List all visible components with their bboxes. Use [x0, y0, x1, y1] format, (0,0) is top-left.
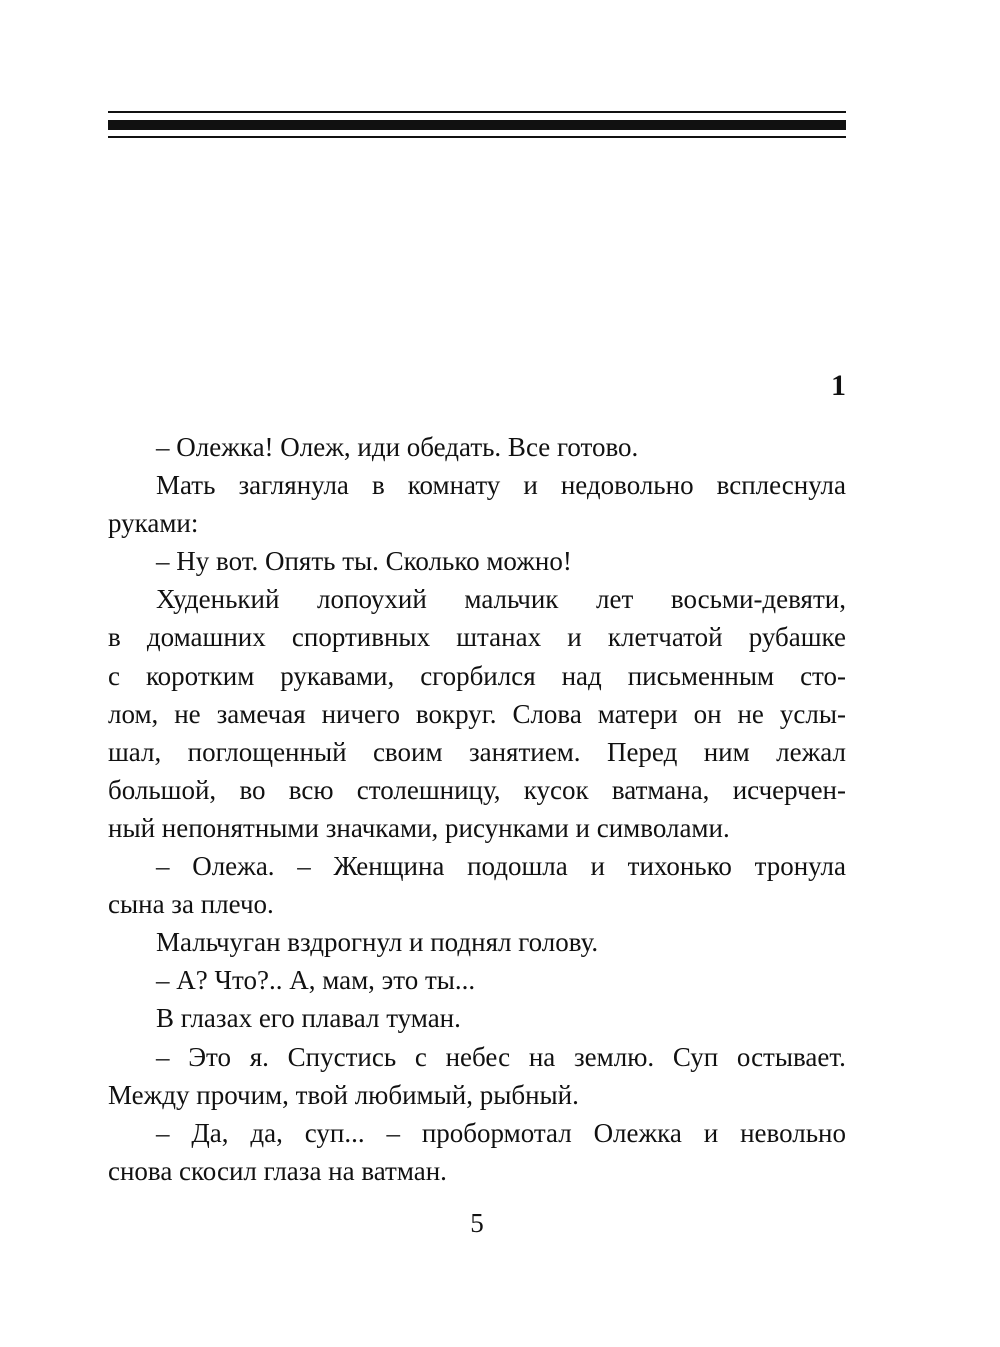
text-line: [108, 847, 846, 885]
word: Это: [188, 1041, 232, 1072]
word: он: [693, 698, 722, 729]
text-line: сына за плечо.: [108, 889, 274, 920]
word: лом,: [108, 698, 159, 729]
word: спортивных: [291, 622, 431, 653]
word: Женщина: [333, 851, 445, 882]
word: пробормотал: [421, 1117, 572, 1148]
text-line: [108, 580, 846, 618]
word: в: [371, 470, 385, 501]
word: –: [156, 1041, 170, 1072]
word: тихонько: [627, 851, 732, 882]
text-line: [108, 695, 846, 733]
chapter-number: 1: [831, 369, 846, 402]
word: сто-: [800, 660, 846, 691]
word: штанах: [456, 622, 542, 653]
word: в: [108, 622, 121, 653]
word: лет: [596, 584, 634, 615]
word: суп...: [304, 1117, 365, 1148]
word: –: [297, 851, 311, 882]
word: с: [108, 660, 120, 691]
word: Перед: [606, 736, 678, 767]
word: да,: [250, 1117, 283, 1148]
header-rule-thin-bottom: [108, 136, 846, 138]
body-text: [108, 428, 846, 1190]
text-line: В глазах его плавал туман.: [156, 1003, 461, 1034]
word: Худенький: [156, 584, 280, 615]
word: лопоухий: [317, 584, 427, 615]
word: Слова: [512, 698, 582, 729]
word: невольно: [740, 1117, 846, 1148]
word: –: [156, 851, 170, 882]
word: вокруг.: [415, 698, 497, 729]
word: домашних: [146, 622, 266, 653]
word: во: [239, 774, 266, 805]
word: мальчик: [464, 584, 559, 615]
word: рукавами,: [280, 660, 395, 691]
word: клетчатой: [607, 622, 723, 653]
word: и: [590, 851, 605, 882]
text-line: [108, 618, 846, 656]
text-line: Мальчуган вздрогнул и поднял голову.: [156, 927, 599, 958]
word: столешницу,: [356, 774, 501, 805]
text-line: [108, 1114, 846, 1152]
word: комнату: [407, 470, 501, 501]
word: на: [528, 1041, 556, 1072]
word: ватмана,: [611, 774, 710, 805]
word: замечая: [216, 698, 306, 729]
word: подошла: [467, 851, 568, 882]
page-number: 5: [470, 1208, 484, 1238]
word: и: [703, 1117, 719, 1148]
word: занятием.: [468, 736, 581, 767]
text-line: [108, 466, 846, 504]
word: небес: [445, 1041, 511, 1072]
word: ничего: [321, 698, 400, 729]
text-line: – А? Что?.. А, мам, это ты...: [156, 965, 476, 996]
word: рубашке: [748, 622, 846, 653]
word: шал,: [108, 736, 162, 767]
text-line: Между прочим, твой любимый, рыбный.: [108, 1079, 579, 1110]
word: всплеснула: [716, 470, 846, 501]
word: недовольно: [560, 470, 694, 501]
text-line: [108, 657, 846, 695]
text-line: [108, 733, 846, 771]
word: –: [386, 1117, 400, 1148]
word: Олежка: [593, 1117, 682, 1148]
word: ним: [703, 736, 750, 767]
word: коротким: [145, 660, 255, 691]
word: Спустись: [287, 1041, 397, 1072]
word: я.: [249, 1041, 269, 1072]
text-line: – Ну вот. Опять ты. Сколько можно!: [156, 546, 572, 577]
word: своим: [372, 736, 443, 767]
word: письменным: [627, 660, 775, 691]
word: заглянула: [238, 470, 349, 501]
header-rule-thick: [108, 120, 846, 130]
text-line: ный непонятными значками, рисунками и символами.: [108, 812, 730, 843]
text-line: – Олежка! Олеж, иди обедать. Все готово.: [156, 432, 639, 462]
word: Суп: [672, 1041, 719, 1072]
word: не: [174, 698, 201, 729]
word: с: [414, 1041, 427, 1072]
word: над: [561, 660, 602, 691]
header-rule-thin-top: [108, 111, 846, 113]
text-line: [108, 1038, 846, 1076]
text-line: [108, 771, 846, 809]
word: поглощенный: [187, 736, 347, 767]
word: не: [737, 698, 764, 729]
word: –: [156, 1117, 170, 1148]
word: исчерчен-: [732, 774, 846, 805]
word: кусок: [523, 774, 589, 805]
word: и: [523, 470, 538, 501]
word: землю.: [573, 1041, 655, 1072]
word: лежал: [776, 736, 846, 767]
header-rule: [108, 111, 846, 138]
word: Олежа.: [192, 851, 275, 882]
text-line: руками:: [108, 508, 199, 539]
word: Да,: [191, 1117, 229, 1148]
word: большой,: [108, 774, 217, 805]
word: и: [567, 622, 582, 653]
word: тронула: [754, 851, 846, 882]
word: всю: [288, 774, 334, 805]
word: остывает.: [736, 1041, 846, 1072]
word: Мать: [156, 470, 216, 501]
word: услы-: [779, 698, 846, 729]
word: сгорбился: [420, 660, 536, 691]
text-line: снова скосил глаза на ватман.: [108, 1155, 447, 1186]
word: восьми-девяти,: [670, 584, 846, 615]
word: матери: [597, 698, 678, 729]
